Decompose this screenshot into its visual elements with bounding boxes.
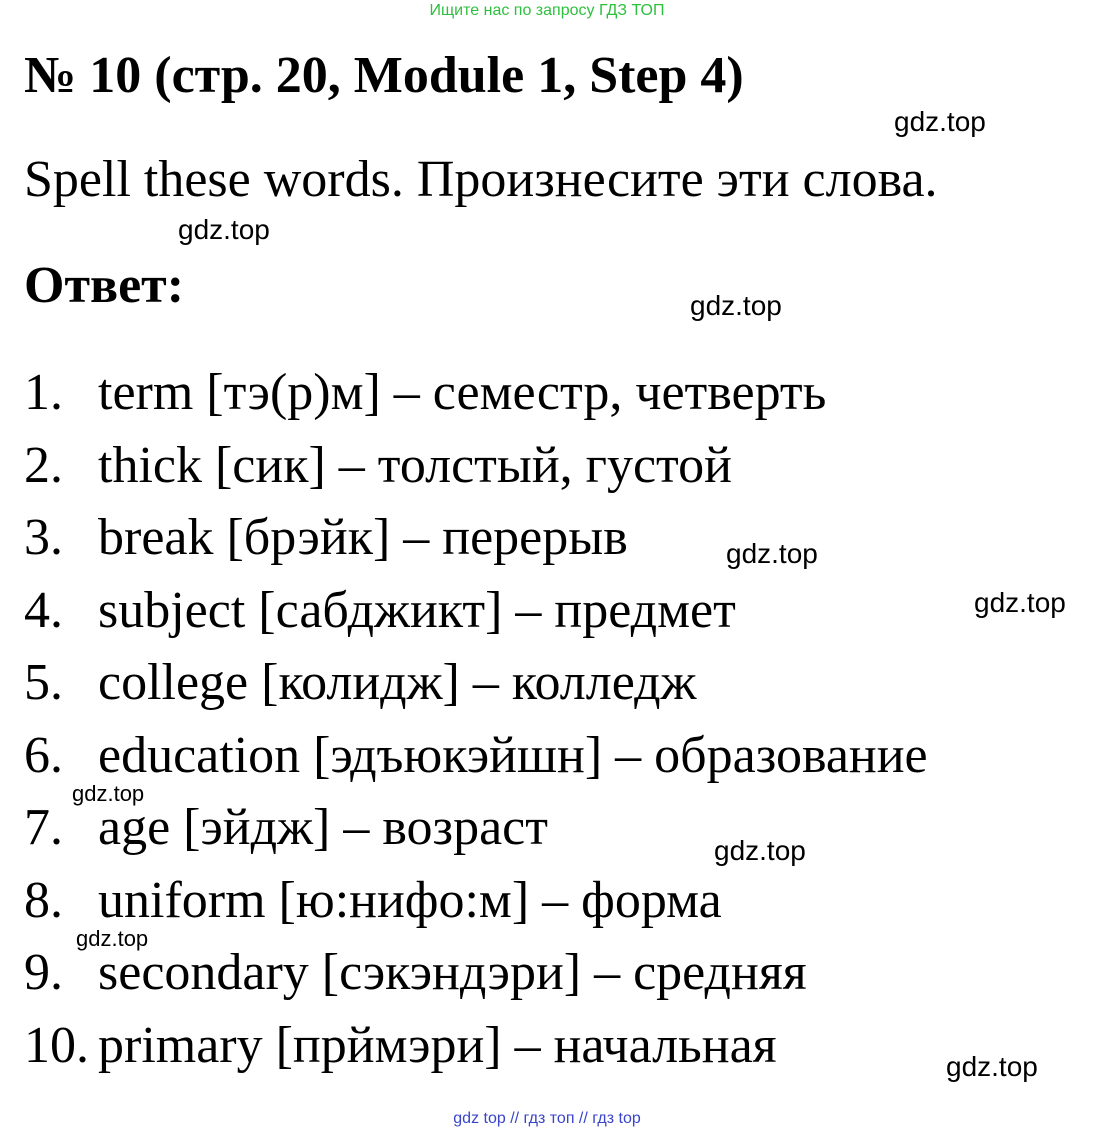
item-number: 10. <box>24 1016 89 1074</box>
item-text: term [тэ(р)м] – семестр, четверть <box>98 364 827 421</box>
watermark: gdz.top <box>974 587 1066 618</box>
watermark: gdz.top <box>946 1051 1038 1082</box>
watermark: gdz.top <box>76 926 149 951</box>
answer-item <box>24 865 928 938</box>
item-number: 3. <box>24 509 63 566</box>
watermark: gdz.top <box>690 290 782 321</box>
item-text: uniform [ю:нифо:м] – форма <box>98 871 722 929</box>
answer-item <box>24 937 928 1010</box>
answer-label: Ответ: <box>24 257 185 314</box>
top-banner: Ищите нас по запросу ГДЗ ТОП <box>429 2 665 19</box>
item-number: 9. <box>24 944 63 1001</box>
item-text: age [эйдж] – возраст <box>98 799 548 856</box>
watermark: gdz.top <box>178 214 270 245</box>
answer-list <box>24 357 928 1082</box>
answer-item <box>24 720 928 793</box>
item-number: 2. <box>24 436 63 494</box>
footer-links: gdz top // гдз топ // гдз top <box>453 1110 641 1127</box>
item-text: thick [сик] – толстый, густой <box>98 436 732 494</box>
item-text: subject [сабджикт] – предмет <box>98 581 736 639</box>
exercise-heading: № 10 (стр. 20, Module 1, Step 4) <box>24 47 744 104</box>
item-number: 1. <box>24 364 63 421</box>
watermark: gdz.top <box>894 106 986 137</box>
answer-item <box>24 357 928 430</box>
answer-item <box>24 1010 928 1083</box>
item-number: 8. <box>24 871 63 929</box>
answer-item <box>24 575 928 648</box>
item-text: break [брэйк] – перерыв <box>98 509 628 566</box>
watermark: gdz.top <box>714 835 806 866</box>
watermark: gdz.top <box>726 538 818 569</box>
item-number: 4. <box>24 581 63 639</box>
item-text: education [эдъюкэйшн] – образование <box>98 726 928 784</box>
item-number: 6. <box>24 726 63 784</box>
watermark: gdz.top <box>72 781 145 806</box>
item-text: primary [прймэри] – начальная <box>98 1016 777 1074</box>
answer-item <box>24 430 928 503</box>
task-instruction: Spell these words. Произнесите эти слова. <box>24 151 938 208</box>
item-number: 5. <box>24 654 63 711</box>
item-number: 7. <box>24 799 63 856</box>
item-text: college [колидж] – колледж <box>98 654 697 711</box>
answer-item <box>24 647 928 720</box>
item-text: secondary [сэкэндэри] – средняя <box>98 944 807 1001</box>
